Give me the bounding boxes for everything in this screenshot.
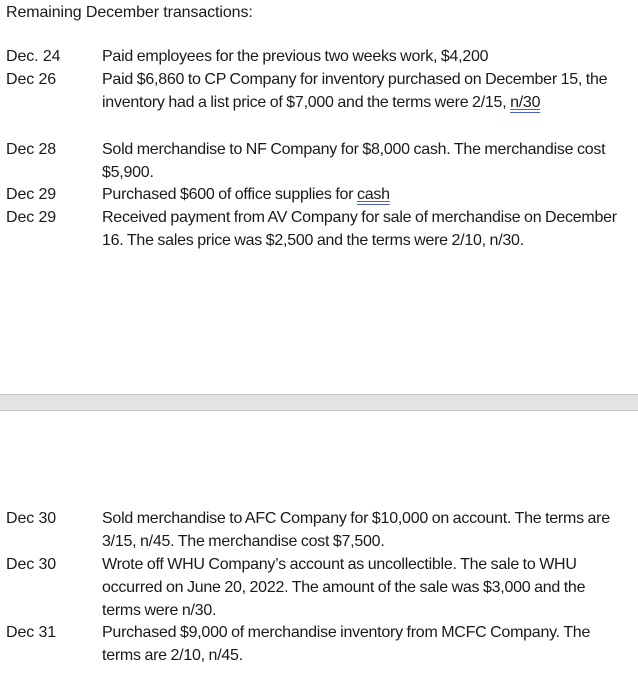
description-text: Paid $6,860 to CP Company for inventory purchased on December 15, the inventory had a list price of $7,000 and the terms were 2/15, [102, 71, 608, 111]
description-text: Purchased $600 of office supplies for [102, 186, 357, 203]
spellcheck-marked-text: n/30 [510, 94, 541, 111]
transaction-date: Dec 29 [6, 209, 57, 226]
page-break-gap [0, 394, 638, 411]
transaction-description: Sold merchandise to NF Company for $8,000 cash. The merchandise cost $5,900. [102, 141, 606, 181]
transaction-description [102, 68, 626, 114]
transaction-date: Dec. 24 [6, 48, 61, 65]
transaction-date: Dec 29 [6, 186, 57, 203]
transaction-description: Paid employees for the previous two weeks work, $4,200 [102, 48, 489, 65]
section-heading: Remaining December transactions: [6, 4, 253, 21]
transaction-date: Dec 30 [6, 510, 57, 527]
transaction-date: Dec 26 [6, 71, 57, 88]
spellcheck-marked-text: cash [356, 186, 390, 203]
transaction-description: Wrote off WHU Company’s account as uncollectible. The sale to WHU occurred on June 20, 2022. The amount of the sale was $3,000 and the terms were n/30. [102, 556, 586, 619]
transaction-date: Dec 31 [6, 624, 57, 641]
transaction-description [102, 183, 626, 206]
transaction-date: Dec 30 [6, 556, 57, 573]
transaction-description: Sold merchandise to AFC Company for $10,000 on account. The terms are 3/15, n/45. The merchandise cost $7,500. [102, 510, 610, 550]
page-bottom [0, 411, 638, 685]
transaction-date: Dec 28 [6, 141, 57, 158]
transaction-description: Received payment from AV Company for sale of merchandise on December 16. The sales price was $2,500 and the terms were 2/10, n/30. [102, 209, 617, 249]
transaction-description: Purchased $9,000 of merchandise inventory from MCFC Company. The terms are 2/10, n/45. [102, 624, 591, 664]
